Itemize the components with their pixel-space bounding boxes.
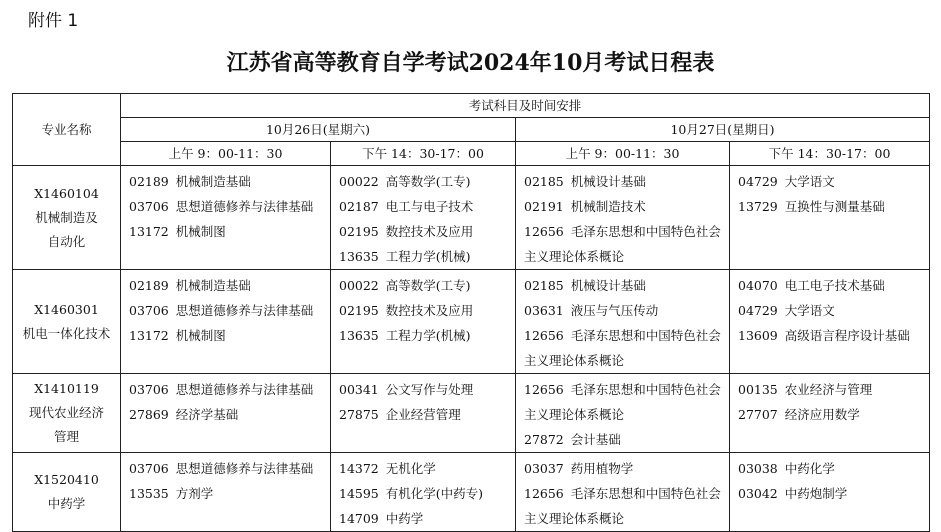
subject-code: 03706 xyxy=(129,199,169,214)
subject-name: 公文写作与处理 xyxy=(385,382,474,397)
exam-subject xyxy=(339,169,515,194)
major-code: X1410119 xyxy=(34,381,99,396)
exam-subject xyxy=(738,402,929,427)
subject-code: 02187 xyxy=(339,199,379,214)
session-cell xyxy=(730,166,930,270)
exam-subject xyxy=(524,323,729,373)
subject-name: 机械制造基础 xyxy=(175,174,251,189)
session-cell xyxy=(516,166,730,270)
major-code: X1460104 xyxy=(34,185,99,201)
exam-subject xyxy=(524,194,729,219)
subject-name: 毛泽东思想和中国特色社会主义理论体系概论 xyxy=(524,224,721,264)
session-cell xyxy=(121,166,331,270)
subject-code: 03038 xyxy=(738,461,778,476)
major-name: 机械制造及 xyxy=(35,209,98,225)
subject-code: 14595 xyxy=(339,486,379,501)
header-session-1: 上午 9：00-11：30 xyxy=(121,142,331,166)
major-code: X1460301 xyxy=(34,301,99,317)
exam-subject xyxy=(339,194,515,219)
subject-name: 思想道德修养与法律基础 xyxy=(175,199,314,214)
session-cell xyxy=(516,374,730,453)
session-cell xyxy=(121,270,331,374)
exam-subject xyxy=(524,273,729,298)
major-cell xyxy=(13,166,121,270)
subject-name: 经济学基础 xyxy=(175,407,239,422)
exam-subject xyxy=(339,481,515,506)
major-name: 自动化 xyxy=(47,233,86,249)
subject-code: 13535 xyxy=(129,486,169,501)
subject-name: 毛泽东思想和中国特色社会主义理论体系概论 xyxy=(524,328,721,368)
exam-subject xyxy=(339,456,515,481)
subject-code: 02191 xyxy=(524,199,564,214)
exam-subject xyxy=(738,273,929,298)
exam-subject xyxy=(339,377,515,402)
subject-code: 13729 xyxy=(738,199,778,214)
exam-subject xyxy=(524,169,729,194)
session-cell xyxy=(516,270,730,374)
subject-code: 13172 xyxy=(129,328,169,343)
major-cell xyxy=(13,270,121,374)
subject-name: 药用植物学 xyxy=(570,461,634,476)
table-body xyxy=(13,166,930,532)
major-name: 现代农业经济 xyxy=(28,405,104,420)
exam-subject xyxy=(129,377,330,402)
subject-code: 03706 xyxy=(129,382,169,397)
header-day-1: 10月26日(星期六) xyxy=(121,118,516,142)
exam-subject xyxy=(524,298,729,323)
subject-code: 13172 xyxy=(129,224,169,239)
exam-subject xyxy=(129,481,330,506)
subject-name: 数控技术及应用 xyxy=(385,303,474,318)
session-cell xyxy=(331,374,516,453)
subject-code: 02185 xyxy=(524,174,564,189)
subject-name: 中药学 xyxy=(385,511,424,526)
session-cell xyxy=(331,270,516,374)
exam-subject xyxy=(738,169,929,194)
subject-name: 机械设计基础 xyxy=(570,278,646,293)
exam-subject xyxy=(738,377,929,402)
subject-name: 大学语文 xyxy=(784,303,835,318)
subject-code: 12656 xyxy=(524,328,564,343)
subject-code: 03706 xyxy=(129,303,169,318)
subject-name: 机械制图 xyxy=(175,224,226,239)
exam-subject xyxy=(129,219,330,244)
subject-code: 12656 xyxy=(524,224,564,239)
exam-subject xyxy=(738,194,929,219)
subject-name: 互换性与测量基础 xyxy=(784,199,885,214)
subject-code: 00341 xyxy=(339,382,379,397)
subject-name: 毛泽东思想和中国特色社会主义理论体系概论 xyxy=(524,382,721,422)
table-row xyxy=(13,270,930,374)
exam-subject xyxy=(339,506,515,531)
subject-name: 思想道德修养与法律基础 xyxy=(175,382,314,397)
exam-subject xyxy=(339,244,515,269)
subject-code: 00135 xyxy=(738,382,778,397)
subject-name: 液压与气压传动 xyxy=(570,303,659,318)
exam-subject xyxy=(129,194,330,219)
exam-subject xyxy=(738,298,929,323)
table-row xyxy=(13,374,930,453)
exam-subject xyxy=(129,402,330,427)
subject-name: 经济应用数学 xyxy=(784,407,860,422)
session-cell xyxy=(730,374,930,453)
session-cell xyxy=(121,374,331,453)
exam-subject xyxy=(339,273,515,298)
header-session-2: 下午 14：30-17：00 xyxy=(331,142,516,166)
header-session-3: 上午 9：00-11：30 xyxy=(516,142,730,166)
subject-name: 工程力学(机械) xyxy=(385,328,471,343)
subject-name: 数控技术及应用 xyxy=(385,224,474,239)
subject-code: 00022 xyxy=(339,278,379,293)
page-title: 江苏省高等教育自学考试2024年10月考试日程表 xyxy=(226,50,715,76)
subject-name: 中药炮制学 xyxy=(784,486,848,501)
exam-subject xyxy=(129,298,330,323)
subject-code: 00022 xyxy=(339,174,379,189)
header-session-4: 下午 14：30-17：00 xyxy=(730,142,930,166)
subject-code: 27872 xyxy=(524,432,564,447)
subject-code: 12656 xyxy=(524,486,564,501)
exam-subject xyxy=(524,456,729,481)
session-cell xyxy=(121,453,331,532)
subject-code: 13609 xyxy=(738,328,778,343)
subject-name: 农业经济与管理 xyxy=(784,382,873,397)
major-name: 管理 xyxy=(53,429,79,444)
subject-name: 高等数学(工专) xyxy=(385,278,471,293)
subject-code: 27869 xyxy=(129,407,169,422)
exam-subject xyxy=(129,273,330,298)
exam-subject xyxy=(524,481,729,531)
subject-name: 机械设计基础 xyxy=(570,174,646,189)
exam-subject xyxy=(738,456,929,481)
subject-name: 中药化学 xyxy=(784,461,835,476)
major-name: 中药学 xyxy=(47,496,86,511)
exam-subject xyxy=(339,219,515,244)
subject-code: 03631 xyxy=(524,303,564,318)
subject-name: 电工与电子技术 xyxy=(385,199,474,214)
exam-subject xyxy=(129,169,330,194)
subject-code: 03037 xyxy=(524,461,564,476)
major-cell xyxy=(13,374,121,453)
subject-code: 04729 xyxy=(738,174,778,189)
major-name: 机电一体化技术 xyxy=(22,325,111,341)
subject-name: 会计基础 xyxy=(570,432,621,447)
major-code: X1520410 xyxy=(34,472,99,487)
table-row xyxy=(13,453,930,532)
subject-name: 机械制造技术 xyxy=(570,199,646,214)
session-cell xyxy=(331,166,516,270)
exam-subject xyxy=(738,481,929,506)
subject-name: 工程力学(机械) xyxy=(385,249,471,264)
subject-name: 思想道德修养与法律基础 xyxy=(175,461,314,476)
subject-code: 13635 xyxy=(339,249,379,264)
exam-subject xyxy=(738,323,929,348)
header-day-2: 10月27日(星期日) xyxy=(516,118,930,142)
subject-name: 有机化学(中药专) xyxy=(385,486,484,501)
exam-subject xyxy=(129,323,330,348)
session-cell xyxy=(516,453,730,532)
subject-name: 企业经营管理 xyxy=(385,407,461,422)
subject-code: 27875 xyxy=(339,407,379,422)
subject-name: 高等数学(工专) xyxy=(385,174,471,189)
exam-subject xyxy=(524,219,729,269)
subject-code: 02189 xyxy=(129,174,169,189)
subject-code: 14372 xyxy=(339,461,379,476)
exam-schedule-table xyxy=(12,93,930,532)
exam-subject xyxy=(339,298,515,323)
subject-code: 04070 xyxy=(738,278,778,293)
subject-code: 04729 xyxy=(738,303,778,318)
subject-name: 高级语言程序设计基础 xyxy=(784,328,910,343)
subject-code: 03706 xyxy=(129,461,169,476)
subject-name: 大学语文 xyxy=(784,174,835,189)
header-major: 专业名称 xyxy=(13,94,121,166)
header-schedule: 考试科目及时间安排 xyxy=(121,94,930,118)
exam-subject xyxy=(129,456,330,481)
subject-name: 电工电子技术基础 xyxy=(784,278,885,293)
subject-code: 03042 xyxy=(738,486,778,501)
subject-code: 02195 xyxy=(339,224,379,239)
subject-code: 02189 xyxy=(129,278,169,293)
subject-name: 方剂学 xyxy=(175,486,214,501)
subject-name: 机械制图 xyxy=(175,328,226,343)
subject-name: 机械制造基础 xyxy=(175,278,251,293)
subject-code: 13635 xyxy=(339,328,379,343)
subject-code: 02185 xyxy=(524,278,564,293)
exam-subject xyxy=(339,402,515,427)
major-cell xyxy=(13,453,121,532)
session-cell xyxy=(730,270,930,374)
exam-subject xyxy=(524,377,729,427)
session-cell xyxy=(730,453,930,532)
subject-code: 02195 xyxy=(339,303,379,318)
exam-subject xyxy=(339,323,515,348)
subject-name: 思想道德修养与法律基础 xyxy=(175,303,314,318)
subject-code: 27707 xyxy=(738,407,778,422)
subject-code: 14709 xyxy=(339,511,379,526)
table-row xyxy=(13,166,930,270)
session-cell xyxy=(331,453,516,532)
subject-name: 无机化学 xyxy=(385,461,436,476)
attachment-label: 附件 1 xyxy=(28,11,79,31)
exam-subject xyxy=(524,427,729,452)
subject-name: 毛泽东思想和中国特色社会主义理论体系概论 xyxy=(524,486,721,526)
subject-code: 12656 xyxy=(524,382,564,397)
